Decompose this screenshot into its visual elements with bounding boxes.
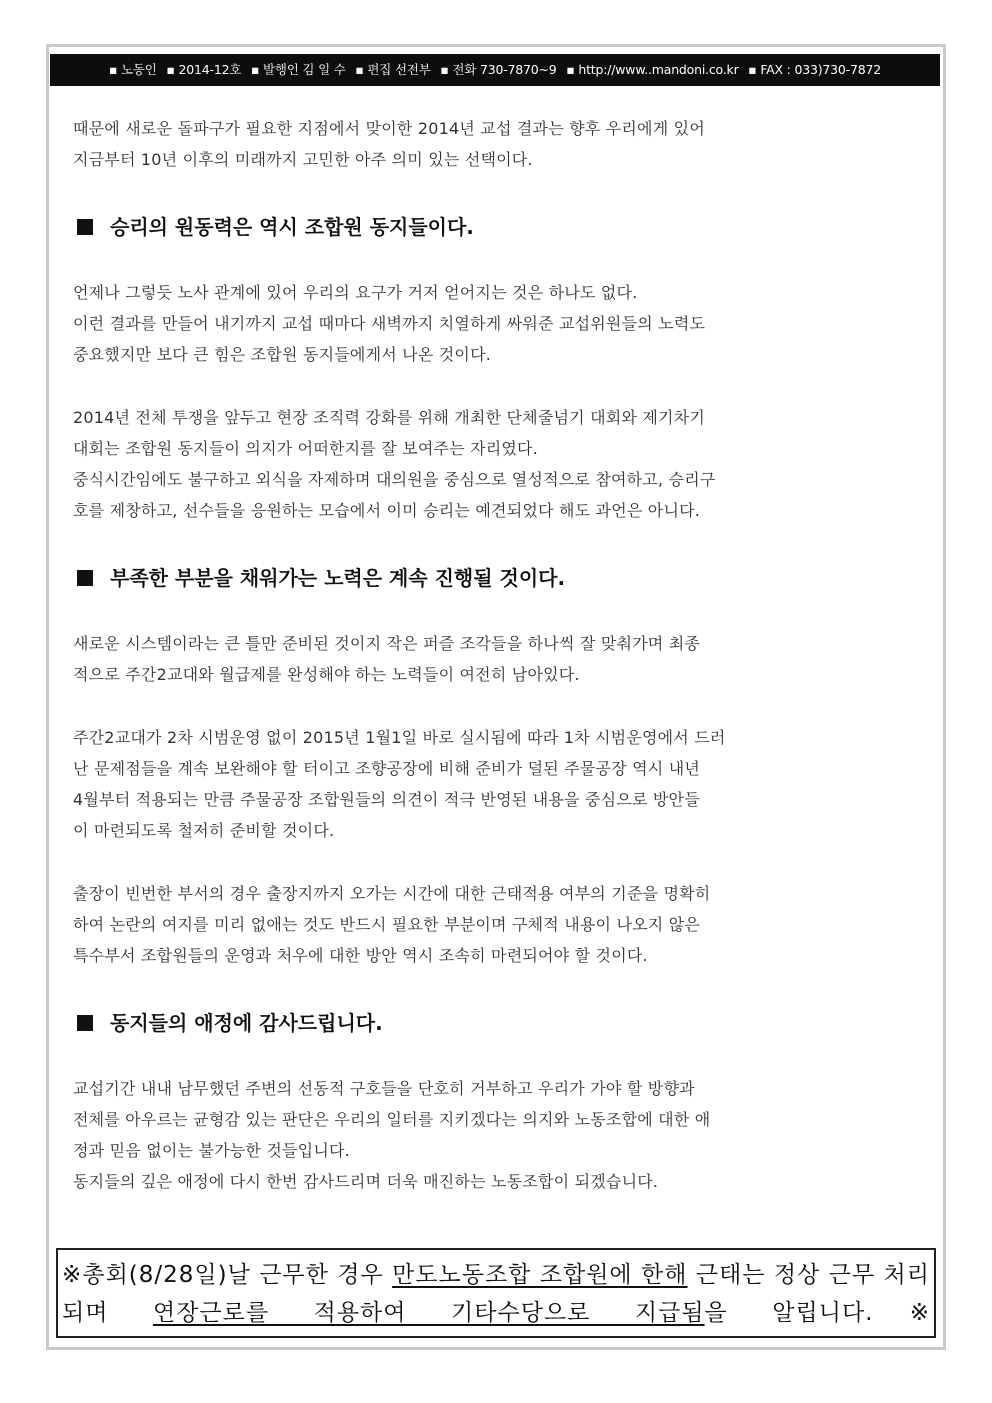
text-line: 하여 논란의 여지를 미리 없애는 것도 반드시 필요한 부분이며 구체적 내용이 나오지 않은 [73,915,701,934]
section-heading-text: 부족한 부분을 채워가는 노력은 계속 진행될 것이다. [110,566,566,590]
section-heading [73,558,919,598]
text-line: 교섭기간 내내 남무했던 주변의 선동적 구호들을 단호히 거부하고 우리가 가야 할 방향과 [73,1079,695,1098]
masthead-item: ▪ 편집 선전부 [355,62,431,77]
body-paragraph [73,878,919,971]
section-heading [73,207,919,247]
text-line: 2014년 전체 투쟁을 앞두고 현장 조직력 강화를 위해 개최한 단체줄넘기 대회와 제기차기 [73,408,705,427]
square-bullet-icon [77,1015,93,1031]
intro-paragraph [73,113,919,175]
notice-underlined-text: 만도노동조합 조합원에 한해 [392,1262,688,1288]
section-heading-text: 승리의 원동력은 역시 조합원 동지들이다. [110,215,474,239]
text-line: 이 마련되도록 철저히 준비할 것이다. [73,821,335,840]
section-heading-text: 동지들의 애정에 감사드립니다. [110,1011,383,1035]
notice-text: 을 알립니다.※ [704,1300,930,1326]
notice-text: 근태는 정상 근무 처리 되며 [62,1262,930,1326]
masthead-bar [50,54,940,86]
text-line: 주간2교대가 2차 시범운영 없이 2015년 1월1일 바로 실시됨에 따라 1차 시범운영에서 드러 [73,728,726,747]
masthead-item: ▪ FAX : 033)730-7872 [748,62,881,77]
text-line: 지금부터 10년 이후의 미래까지 고민한 아주 의미 있는 선택이다. [73,150,533,169]
square-bullet-icon [77,219,93,235]
body-paragraph [73,1073,919,1197]
body-paragraph [73,628,919,690]
notice-box [56,1248,936,1338]
text-line: 때문에 새로운 돌파구가 필요한 지점에서 맞이한 2014년 교섭 결과는 향후 우리에게 있어 [73,119,705,138]
text-line: 전체를 아우르는 균형감 있는 판단은 우리의 일터를 지키겠다는 의지와 노동조합에 대한 애 [73,1110,711,1129]
section-heading [73,1003,919,1043]
text-line: 중식시간임에도 불구하고 외식을 자제하며 대의원을 중심으로 열성적으로 참여하고, 승리구 [73,470,716,489]
text-line: 새로운 시스템이라는 큰 틀만 준비된 것이지 작은 퍼즐 조각들을 하나씩 잘 맞춰가며 최종 [73,634,701,653]
body-paragraph [73,277,919,370]
body-paragraph [73,402,919,526]
masthead-item: ▪ 전화 730-7870~9 [440,62,557,77]
notice-underlined-text: 연장근로를 적용하여 기타수당으로 지급됨 [152,1300,705,1326]
text-line: 적으로 주간2교대와 월급제를 완성해야 하는 노력들이 여전히 남아있다. [73,665,580,684]
text-line: 이런 결과를 만들어 내기까지 교섭 때마다 새벽까지 치열하게 싸워준 교섭위원들의 노력도 [73,314,706,333]
body-paragraph [73,722,919,846]
text-line: 언제나 그렇듯 노사 관계에 있어 우리의 요구가 거저 얻어지는 것은 하나도 없다. [73,283,638,302]
masthead-item[interactable]: ▪ http://www..mandoni.co.kr [566,62,739,77]
text-line: 호를 제창하고, 선수들을 응원하는 모습에서 이미 승리는 예견되었다 해도 과언은 아니다. [73,501,701,520]
notice-text: ※총회(8/28일)날 근무한 경우 [62,1262,393,1288]
text-line: 특수부서 조합원들의 운영과 처우에 대한 방안 역시 조속히 마련되어야 할 것이다. [73,946,648,965]
text-line: 대회는 조합원 동지들이 의지가 어떠한지를 잘 보여주는 자리였다. [73,439,539,458]
article-body [73,113,919,1197]
text-line: 동지들의 깊은 애정에 다시 한번 감사드리며 더욱 매진하는 노동조합이 되겠습니다. [73,1172,659,1191]
masthead-item: ▪ 노동인 [109,62,157,77]
text-line: 정과 믿음 없이는 불가능한 것들입니다. [73,1141,350,1160]
masthead-item: ▪ 발행인 김 일 수 [250,62,346,77]
text-line: 난 문제점들을 계속 보완해야 할 터이고 조향공장에 비해 준비가 덜된 주물공장 역시 내년 [73,759,701,778]
text-line: 4월부터 적용되는 만큼 주물공장 조합원들의 의견이 적극 반영된 내용을 중심으로 방안들 [73,790,700,809]
masthead-item: ▪ 2014-12호 [166,62,242,77]
text-line: 중요했지만 보다 큰 힘은 조합원 동지들에게서 나온 것이다. [73,345,492,364]
square-bullet-icon [77,570,93,586]
text-line: 출장이 빈번한 부서의 경우 출장지까지 오가는 시간에 대한 근태적용 여부의 기준을 명확히 [73,884,711,903]
